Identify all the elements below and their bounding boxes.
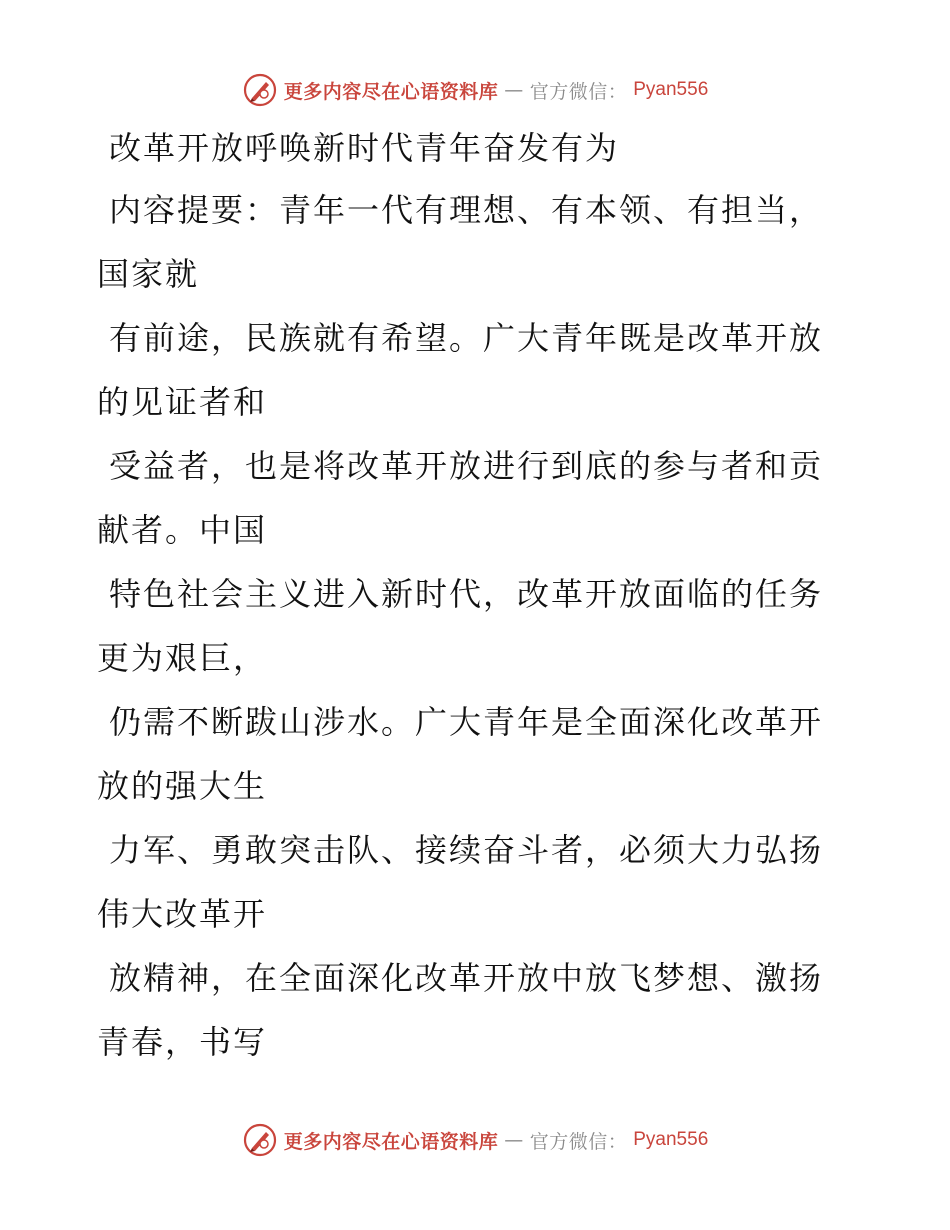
- paragraph-line: 更为艰巨，: [97, 639, 268, 677]
- paragraph: [97, 690, 837, 818]
- paragraph-line: 伟大改革开: [97, 895, 268, 933]
- watermark-text: 更多内容尽在心语资料库: [283, 80, 499, 103]
- paragraph-line: 放精神，在全面深化改革开放中放飞梦想、激扬: [109, 959, 824, 997]
- paragraph-line: 仍需不断跋山涉水。广大青年是全面深化改革开: [109, 703, 824, 741]
- paragraph-line: 放的强大生: [97, 767, 268, 805]
- watermark-dash: —: [504, 79, 524, 101]
- paragraph: [97, 818, 837, 946]
- paragraph: [97, 946, 837, 1074]
- paragraph-line: 特色社会主义进入新时代，改革开放面临的任务: [109, 575, 824, 613]
- paragraph: [97, 562, 837, 690]
- watermark-wechat-id: Pyan556: [633, 1129, 709, 1150]
- watermark-official-label: 官方微信：: [529, 80, 628, 103]
- paragraph-line: 有前途，民族就有希望。广大青年既是改革开放: [109, 319, 824, 357]
- document-body: [97, 118, 837, 1074]
- watermark-dash: —: [504, 1129, 524, 1151]
- paragraph-line: 青春，书写: [97, 1023, 268, 1061]
- paragraph: [97, 434, 837, 562]
- watermark-text: 更多内容尽在心语资料库: [283, 1130, 499, 1153]
- paragraph-line: 受益者，也是将改革开放进行到底的参与者和贡: [109, 447, 824, 485]
- paragraph-line: 国家就: [97, 255, 200, 293]
- pen-logo-icon: [242, 72, 278, 108]
- watermark-official-label: 官方微信：: [529, 1130, 628, 1153]
- paragraph-line: 力军、勇敢突击队、接续奋斗者，必须大力弘扬: [109, 831, 824, 869]
- header-watermark: [0, 70, 950, 110]
- paragraph-line: 内容提要：青年一代有理想、有本领、有担当，: [109, 191, 824, 229]
- paragraph: [97, 178, 837, 306]
- document-title: 改革开放呼唤新时代青年奋发有为: [109, 129, 620, 167]
- footer-watermark: [0, 1120, 950, 1160]
- paragraph: [97, 306, 837, 434]
- pen-logo-icon: [242, 1122, 278, 1158]
- watermark-wechat-id: Pyan556: [633, 79, 709, 100]
- paragraph-line: 的见证者和: [97, 383, 268, 421]
- paragraph-line: 献者。中国: [97, 511, 268, 549]
